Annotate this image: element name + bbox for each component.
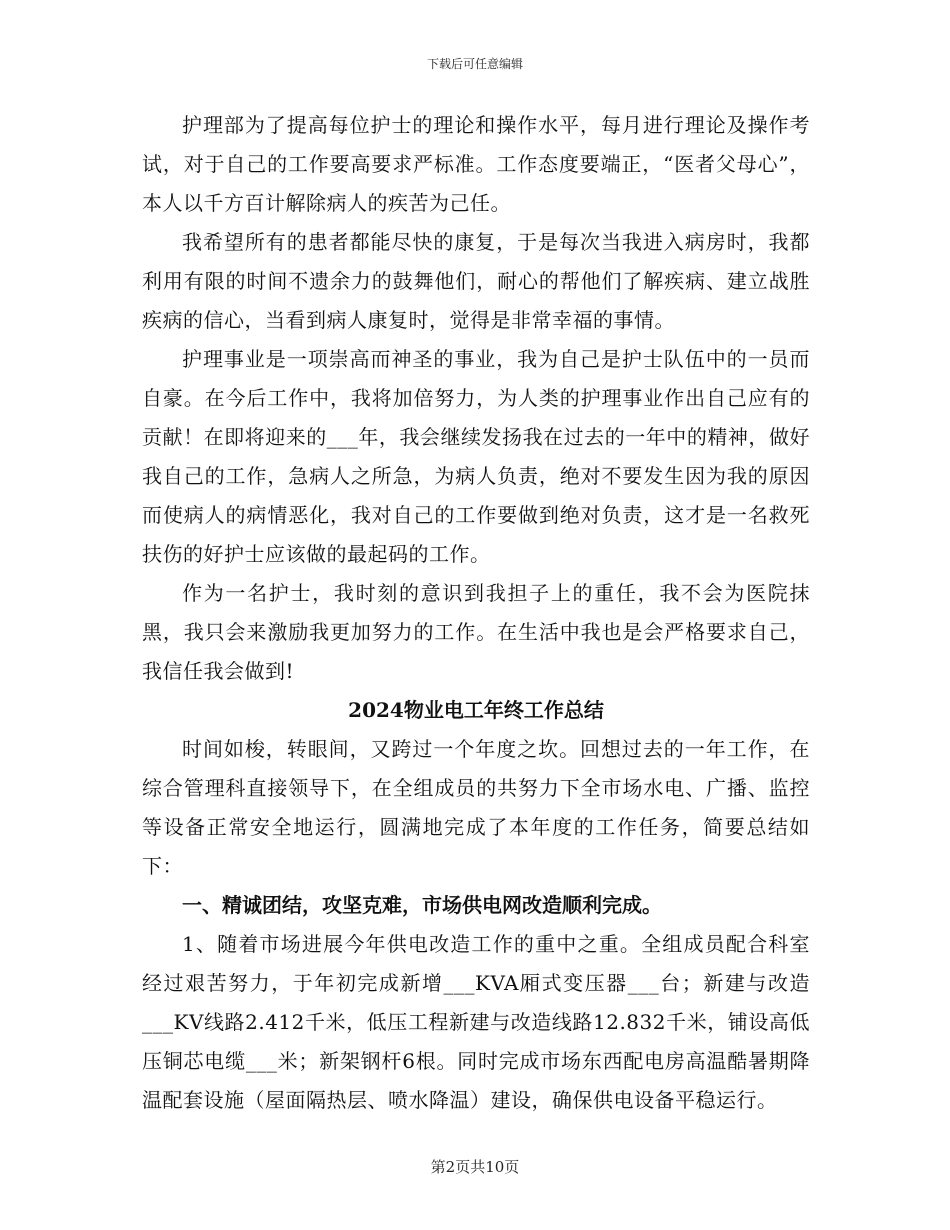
paragraph-item-1: 1、随着市场进展今年供电改造工作的重中之重。全组成员配合科室经过艰苦努力，于年初完成新增___KVA厢式变压器___台；新建与改造___KV线路2.412千米，低压工程新建与改造线路12.832千米，铺设高低压铜芯电缆___米；新架钢杆6根。同时完成市场东西配电房高温酷暑期降温配套设施（屋面隔热层、喷水降温）建设，确保供电设备平稳运行。 — [142, 932, 810, 1112]
page-footer-number: 第2页共10页 — [430, 1158, 520, 1176]
document-body — [142, 106, 810, 1120]
paragraph-responsibility: 作为一名护士，我时刻的意识到我担子上的重任，我不会为医院抹黑，我只会来激励我更加努力的工作。在生活中我也是会严格要求自己，我信任我会做到! — [142, 581, 810, 683]
paragraph-nursing-training: 护理部为了提高每位护士的理论和操作水平，每月进行理论及操作考试，对于自己的工作要高要求严标准。工作态度要端正，“医者父母心”，本人以千方百计解除病人的疾苦为己任。 — [142, 113, 810, 215]
page-header-note: 下载后可任意编辑 — [426, 57, 523, 71]
section-title: 2024物业电工年终工作总结 — [348, 698, 604, 722]
paragraph-nursing-career: 护理事业是一项崇高而神圣的事业，我为自己是护士队伍中的一员而自豪。在今后工作中，我将加倍努力，为人类的护理事业作出自己应有的贡献！在即将迎来的___年，我会继续发扬我在过去的一年中的精神，做好我自己的工作，急病人之所急，为病人负责，绝对不要发生因为我的原因而使病人的病情恶化，我对自己的工作要做到绝对负责，这才是一名救死扶伤的好护士应该做的最起码的工作。 — [142, 347, 810, 566]
paragraph-patient-care: 我希望所有的患者都能尽快的康复，于是每次当我进入病房时，我都利用有限的时间不遗余力的鼓舞他们，耐心的帮他们了解疾病、建立战胜疾病的信心，当看到病人康复时，觉得是非常幸福的事情。 — [142, 230, 810, 332]
paragraph-intro: 时间如梭，转眼间，又跨过一个年度之坎。回想过去的一年工作，在综合管理科直接领导下，在全组成员的共努力下全市场水电、广播、监控等设备正常安全地运行，圆满地完成了本年度的工作任务，简要总结如下： — [142, 737, 810, 878]
section-heading-1: 一、精诚团结，攻坚克难，市场供电网改造顺利完成。 — [182, 893, 662, 917]
